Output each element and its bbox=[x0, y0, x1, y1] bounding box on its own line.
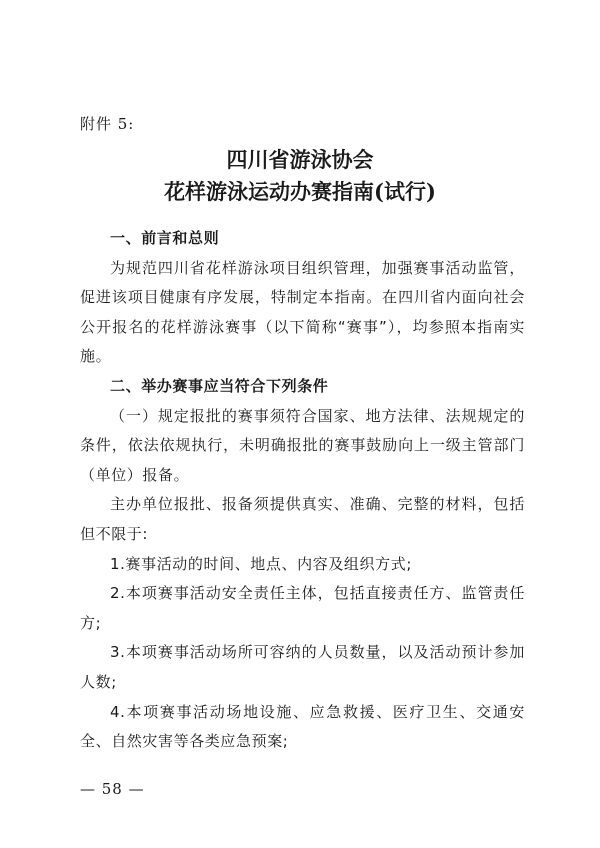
section-heading-1: 一、前言和总则 bbox=[110, 229, 220, 247]
section-heading-2: 二、举办赛事应当符合下列条件 bbox=[110, 376, 329, 395]
document-body bbox=[80, 224, 525, 757]
document-title-line-1: 四川省游泳协会 bbox=[226, 147, 374, 172]
page-number: — 58 — bbox=[80, 780, 145, 798]
list-item-1: 1.赛事活动的时间、地点、内容及组织方式; bbox=[110, 554, 412, 573]
section-2-paragraph-2: 主办单位报批、报备须提供真实、准确、完整的材料，包括但不限于: bbox=[80, 495, 525, 543]
list-item-2: 2.本项赛事活动安全责任主体，包括直接责任方、监管责任方; bbox=[80, 584, 525, 632]
attachment-label: 附件 5: bbox=[80, 115, 135, 133]
document-title-line-2: 花样游泳运动办赛指南(试行) bbox=[164, 179, 436, 204]
section-2-paragraph-1: （一）规定报批的赛事须符合国家、地方法律、法规规定的条件，依法依规执行，未明确报批的赛事鼓励向上一级主管部门（单位）报备。 bbox=[80, 406, 525, 484]
section-1-paragraph: 为规范四川省花样游泳项目组织管理，加强赛事活动监管，促进该项目健康有序发展，特制定本指南。在四川省内面向社会公开报名的花样游泳赛事（以下简称“赛事”），均参照本指南实施。 bbox=[80, 258, 525, 366]
list-item-3: 3.本项赛事活动场所可容纳的人员数量，以及活动预计参加人数; bbox=[80, 643, 525, 691]
list-item-4: 4.本项赛事活动场地设施、应急救援、医疗卫生、交通安全、自然灾害等各类应急预案; bbox=[80, 702, 525, 751]
